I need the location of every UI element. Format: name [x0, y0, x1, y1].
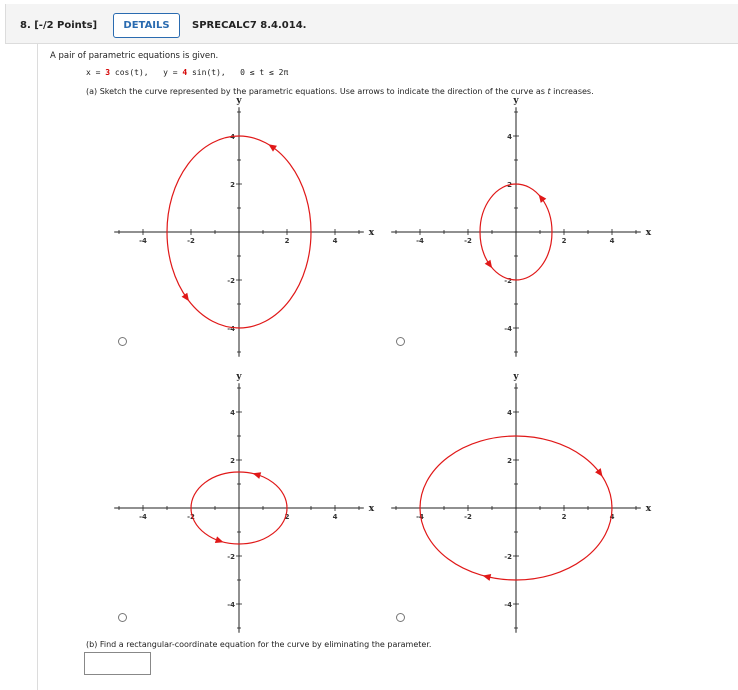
graph-1-direction-arrow-1: [268, 144, 277, 151]
graph-2-x-tick-label: -2: [464, 237, 472, 245]
graph-4-y-tick-label: -4: [504, 601, 512, 609]
graph-3-x-tick-label: -2: [187, 513, 195, 521]
x-coefficient: 3: [105, 68, 111, 77]
part-b-prompt: (b) Find a rectangular-coordinate equation for the curve by eliminating the parameter.: [86, 640, 432, 649]
graph-2-y-tick-label: 2: [507, 181, 512, 189]
graph-3-y-tick-label: 2: [230, 457, 235, 465]
graph-3-x-tick-label: -4: [139, 513, 147, 521]
part-a-text-end: increases.: [550, 87, 594, 96]
answer-input[interactable]: [84, 652, 151, 675]
graph-1-x-tick-label: -2: [187, 237, 195, 245]
details-button[interactable]: DETAILS: [113, 13, 180, 38]
graph-2-direction-arrow-2: [485, 260, 492, 269]
graph-3-x-axis-label: x: [368, 504, 375, 514]
graph-4-x-tick-label: 4: [609, 513, 615, 521]
graph-3-y-tick-label: -4: [227, 601, 235, 609]
option-radio-2[interactable]: [396, 337, 405, 346]
graph-2-x-axis-label: x: [645, 228, 652, 238]
graph-4-y-tick-label: -2: [504, 553, 512, 561]
graph-4-x-axis-label: x: [645, 504, 652, 514]
graph-1-y-tick-label: 4: [230, 133, 235, 141]
graph-4-x-tick-label: -4: [416, 513, 424, 521]
graph-4-x-tick-label: 2: [561, 513, 567, 521]
graph-3-y-axis-label: y: [236, 372, 242, 383]
graph-4-direction-arrow-1: [595, 468, 603, 477]
graph-1-y-tick-label: -4: [227, 325, 235, 333]
x-eq-suffix: cos(t),: [110, 68, 164, 77]
graph-1-y-axis-label: y: [236, 96, 242, 107]
graph-4-y-tick-label: 4: [507, 409, 512, 417]
problem-id: SPRECALC7 8.4.014.: [192, 20, 307, 31]
y-eq-suffix: sin(t), 0 ≤ t ≤ 2π: [187, 68, 289, 77]
graph-2-y-axis-label: y: [513, 96, 519, 107]
graph-2-x-tick-label: 4: [609, 237, 615, 245]
graph-3-direction-arrow-2: [215, 536, 224, 543]
graph-4-direction-arrow-2: [483, 574, 492, 581]
graph-2-y-tick-label: -4: [504, 325, 512, 333]
graph-1-x-tick-label: 2: [284, 237, 290, 245]
graph-1-direction-arrow-2: [182, 293, 189, 302]
part-a-text-start: (a) Sketch the curve represented by the parametric equations. Use arrows to indicate the direction of the curve as: [86, 87, 548, 96]
graph-3-direction-arrow-1: [253, 472, 262, 479]
graph-4-x-tick-label: -2: [464, 513, 472, 521]
question-intro: A pair of parametric equations is given.: [50, 51, 219, 61]
graph-2-x-tick-label: 2: [561, 237, 567, 245]
graph-1-x-tick-label: -4: [139, 237, 147, 245]
graph-1-x-tick-label: 4: [332, 237, 338, 245]
graph-3-x-tick-label: 4: [332, 513, 338, 521]
x-eq-prefix: x =: [86, 68, 106, 77]
graph-3-x-tick-label: 2: [284, 513, 290, 521]
graph-3-y-tick-label: 4: [230, 409, 235, 417]
graph-2-x-tick-label: -4: [416, 237, 424, 245]
graph-1-y-tick-label: -2: [227, 277, 235, 285]
y-coefficient: 4: [182, 68, 188, 77]
option-radio-3[interactable]: [118, 613, 127, 622]
graph-4-y-axis-label: y: [513, 372, 519, 383]
graph-1-x-axis-label: x: [368, 228, 375, 238]
graph-2-direction-arrow-1: [539, 194, 547, 202]
graph-2-y-tick-label: -2: [504, 277, 512, 285]
graph-2-y-tick-label: 4: [507, 133, 512, 141]
option-radio-1[interactable]: [118, 337, 127, 346]
graph-3-y-tick-label: -2: [227, 553, 235, 561]
graph-1-y-tick-label: 2: [230, 181, 235, 189]
question-points: 8. [-/2 Points]: [20, 20, 98, 31]
y-eq-prefix: y =: [163, 68, 183, 77]
option-radio-4[interactable]: [396, 613, 405, 622]
graph-4-y-tick-label: 2: [507, 457, 512, 465]
part-a-t: t: [547, 87, 551, 96]
